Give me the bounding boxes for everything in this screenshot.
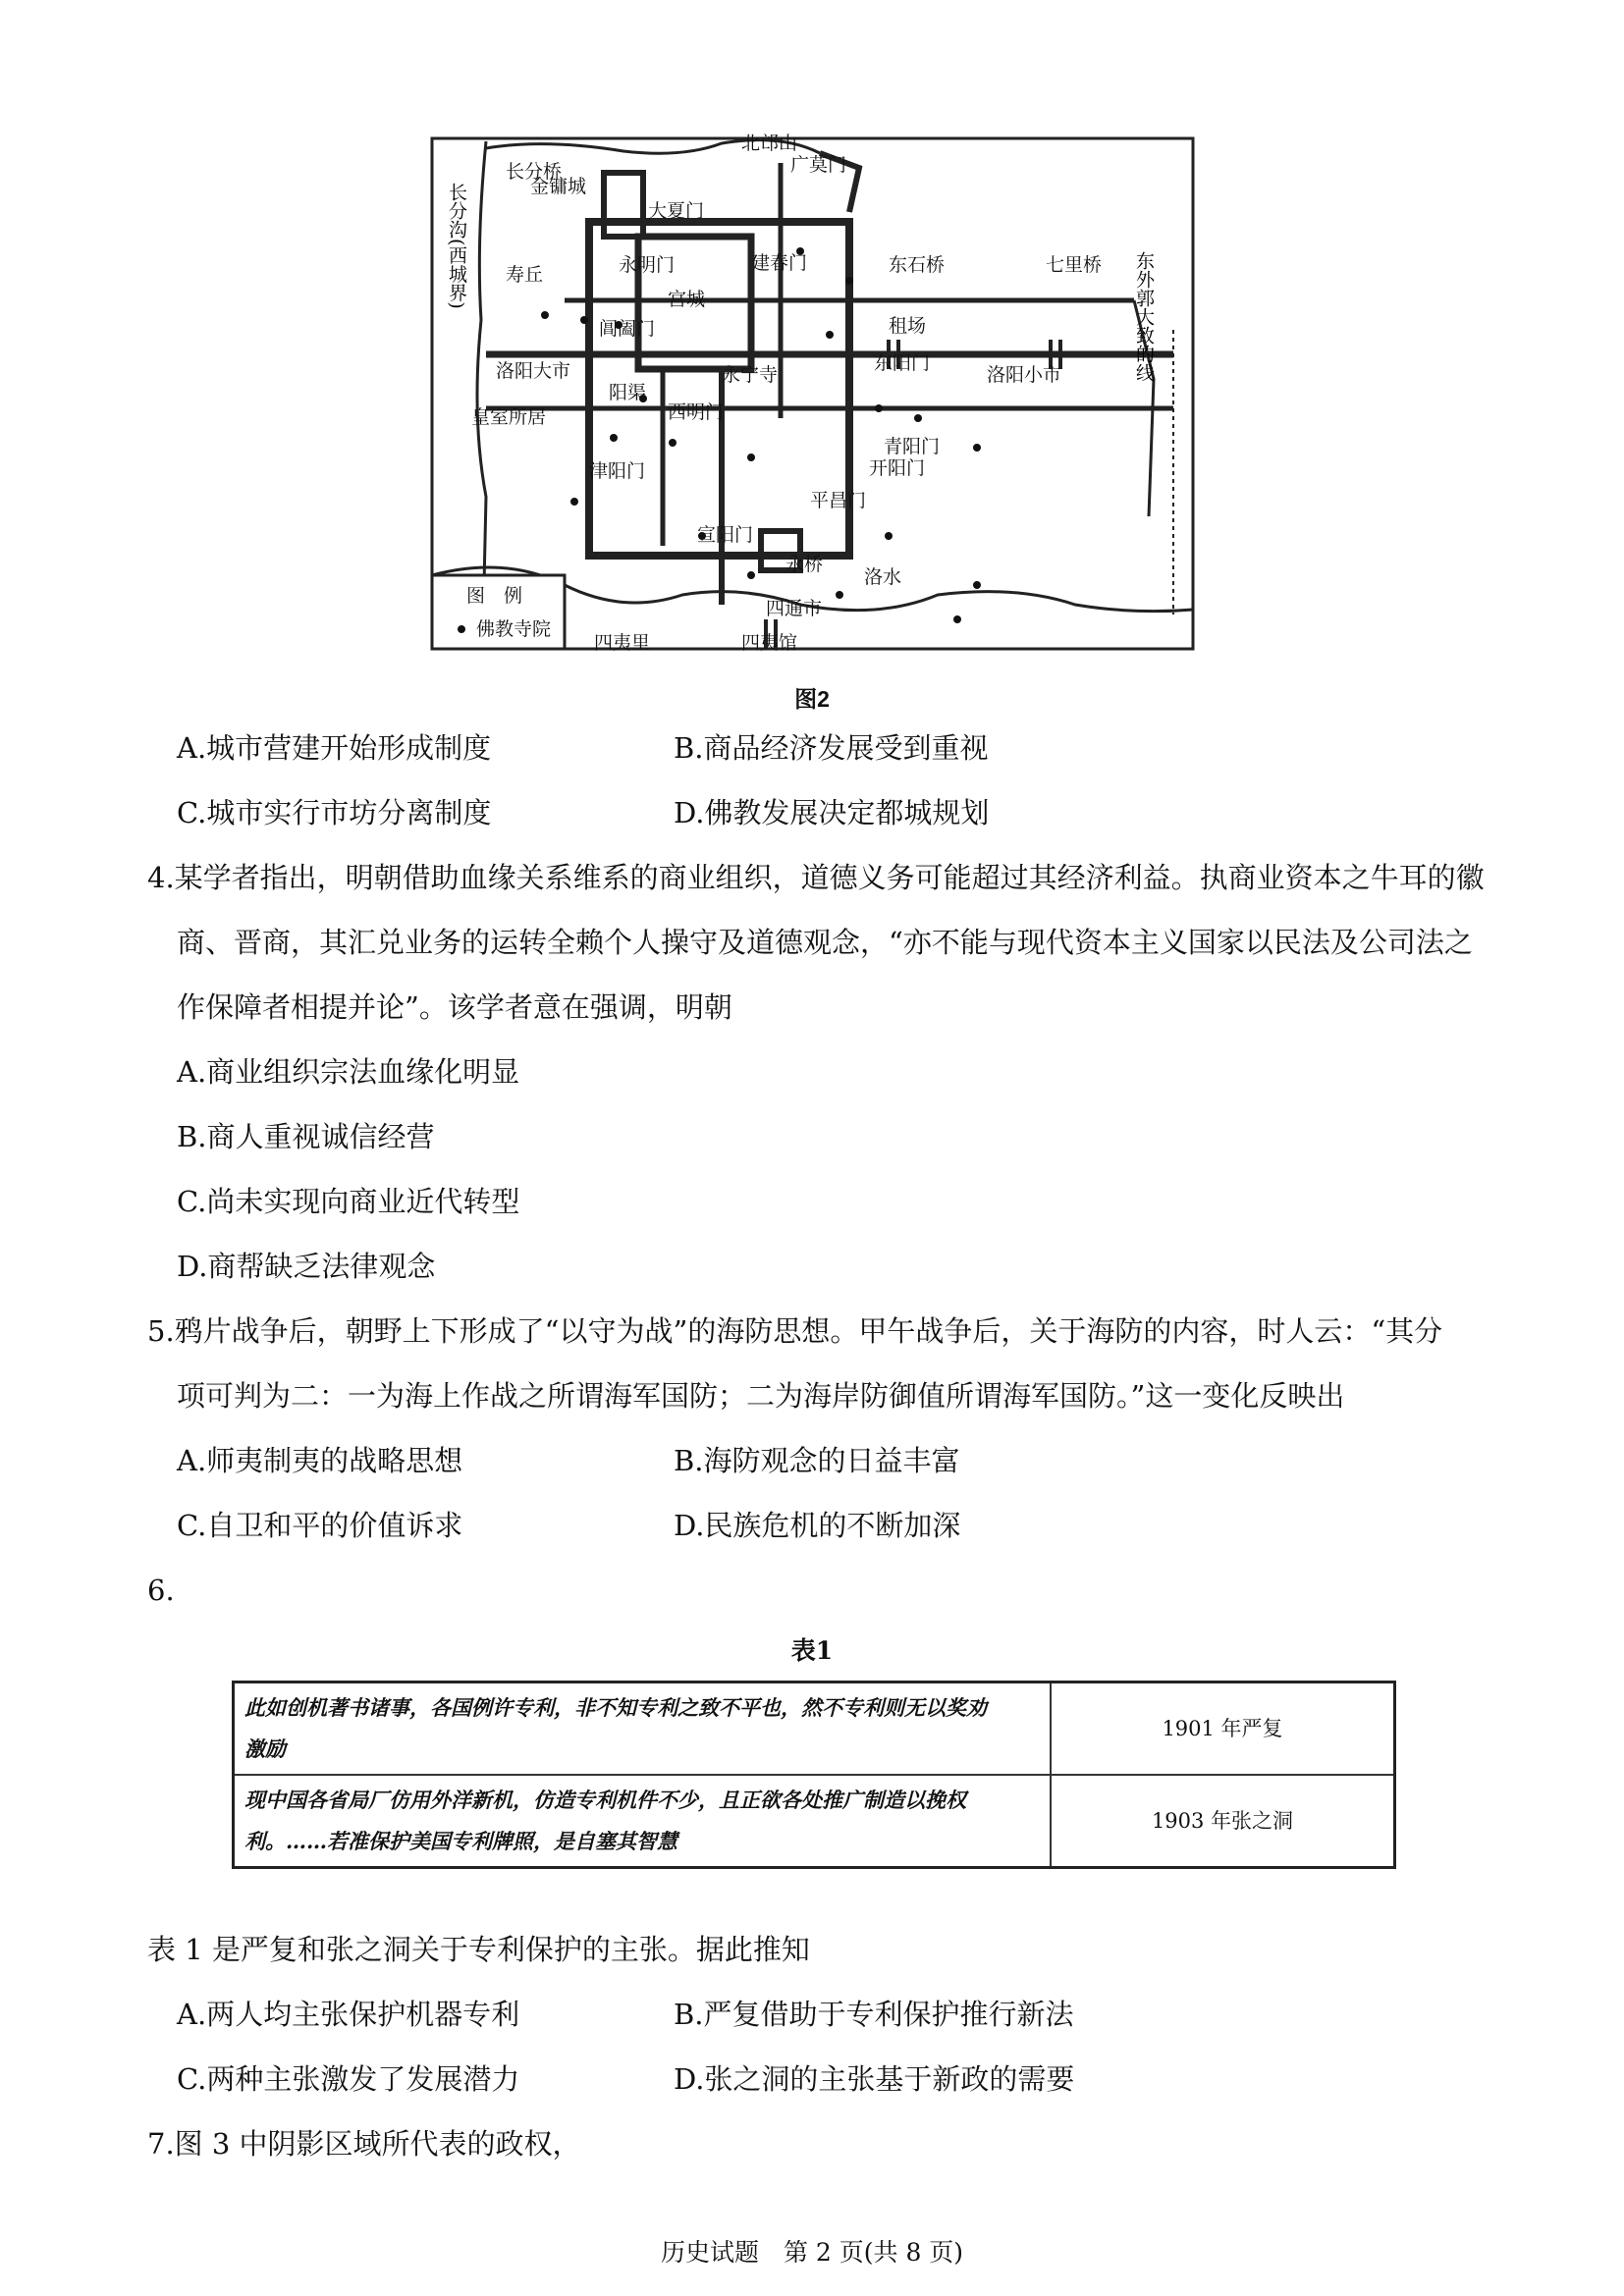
- q6-stem: 表 1 是严复和张之洞关于专利保护的主张。据此推知: [147, 1933, 810, 1966]
- label-sitongshi: 四通市: [766, 598, 823, 619]
- label-qiliqiao: 七里桥: [1046, 254, 1103, 276]
- figure-caption: 图2: [794, 686, 830, 712]
- legend-label: 佛教寺院: [476, 618, 552, 640]
- table-cell-author: 1903 年张之洞: [1051, 1775, 1395, 1868]
- q4-stem-line-2: 商、晋商，其汇兑业务的运转全赖个人操守及道德观念，“亦不能与现代资本主义国家以民法及公司法之: [177, 926, 1473, 959]
- label-huangshisuoju: 皇室所居: [471, 406, 547, 428]
- q4-option-a: A.商业组织宗法血缘化明显: [177, 1055, 520, 1089]
- label-jianchunmen: 建春门: [751, 252, 808, 274]
- label-qingyangmen: 青阳门: [884, 436, 941, 457]
- q6-option-d: D.张之洞的主张基于新政的需要: [674, 2062, 1075, 2096]
- label-jinyongcheng: 金镛城: [530, 176, 587, 197]
- label-luoyangdashi: 洛阳大市: [496, 360, 571, 382]
- table-row: [234, 1775, 1395, 1868]
- label-dongwaiguo: 东外郭大致的线: [1133, 251, 1155, 382]
- q6-number: 6.: [147, 1574, 175, 1607]
- jinyong-city: [604, 173, 643, 237]
- label-shouqiu: 寿丘: [506, 264, 544, 286]
- q5-stem-line-1: 5.鸦片战争后，朝野上下形成了“以守为战”的海防思想。甲午战争后，关于海防的内容，时人云：“其分: [147, 1314, 1443, 1348]
- label-luoshui: 洛水: [864, 566, 902, 588]
- quote-line: 利。……若准保护美国专利牌照，是自塞其智慧: [244, 1829, 677, 1853]
- page-footer: 历史试题 第 2 页(共 8 页): [660, 2238, 964, 2267]
- label-yongningsi: 永宁寺: [722, 364, 779, 386]
- quote-line: 激励: [244, 1736, 286, 1761]
- label-siyili: 四夷里: [594, 632, 651, 654]
- q5-stem-line-2: 项可判为二：一为海上作战之所谓海军国防；二为海岸防御值所谓海军国防。”这一变化反映出: [177, 1379, 1345, 1413]
- q5-option-b: B.海防观念的日益丰富: [674, 1444, 960, 1477]
- label-pingchangmen: 平昌门: [810, 490, 867, 511]
- q3-option-a: A.城市营建开始形成制度: [177, 731, 492, 765]
- label-yongqiao: 永桥: [785, 554, 824, 575]
- table-row: [234, 1682, 1395, 1776]
- label-kaiyangmen: 开阳门: [869, 457, 926, 479]
- label-dongshiqiao: 东石桥: [889, 254, 946, 276]
- label-ximingmen: 西明门: [668, 401, 725, 423]
- label-yongmingmen: 永明门: [619, 254, 676, 276]
- table-cell-quote: [234, 1682, 1052, 1776]
- label-yangqu: 阳渠: [609, 382, 647, 403]
- q3-option-c: C.城市实行市坊分离制度: [177, 796, 492, 829]
- label-zuchang: 租场: [889, 315, 927, 337]
- quote-line: 此如创机著书诸事，各国例许专利，非不知专利之致不平也，然不专利则无以奖劝: [244, 1695, 987, 1720]
- table-cell-quote: [234, 1775, 1052, 1868]
- label-beimangshan: 北邙山: [741, 133, 798, 154]
- label-luoyangxiaoshi: 洛阳小市: [987, 364, 1062, 386]
- q4-option-d: D.商帮缺乏法律观念: [177, 1250, 436, 1283]
- q5-option-a: A.师夷制夷的战略思想: [177, 1444, 463, 1477]
- table-title: 表1: [790, 1636, 834, 1665]
- q6-option-b: B.严复借助于专利保护推行新法: [674, 1998, 1074, 2031]
- q5-option-d: D.民族危机的不断加深: [674, 1509, 961, 1542]
- q6-option-a: A.两人均主张保护机器专利: [177, 1998, 520, 2031]
- figure-2-map: [427, 124, 1203, 664]
- label-dongyangmen: 东阳门: [874, 352, 931, 374]
- legend-title: 图 例: [466, 585, 523, 607]
- label-changyangmen: 阊阖门: [599, 318, 656, 340]
- label-changfenqiao: 长分桥: [506, 161, 563, 183]
- label-jinyangmen: 津阳门: [589, 460, 646, 482]
- label-xuanyangmen: 宣阳门: [697, 524, 754, 546]
- label-daxiamen: 大夏门: [648, 200, 705, 222]
- label-guangmomen: 广莫门: [790, 154, 847, 176]
- map-svg: [427, 124, 1203, 664]
- patent-table: [232, 1681, 1396, 1869]
- q5-option-c: C.自卫和平的价值诉求: [177, 1509, 463, 1542]
- legend-dot-icon: [458, 625, 465, 633]
- label-changfengou: 长分沟(西城界): [446, 183, 467, 309]
- quote-line: 现中国各省局厂仿用外洋新机，仿造专利机件不少，且正欲各处推广制造以挽权: [244, 1788, 966, 1812]
- q3-option-b: B.商品经济发展受到重视: [674, 731, 989, 765]
- q4-option-c: C.尚未实现向商业近代转型: [177, 1185, 520, 1218]
- q4-stem-line-3: 作保障者相提并论”。该学者意在强调，明朝: [177, 990, 732, 1024]
- table-cell-author: 1901 年严复: [1051, 1682, 1395, 1776]
- q6-option-c: C.两种主张激发了发展潜力: [177, 2062, 520, 2096]
- label-gongcheng: 宫城: [668, 289, 706, 310]
- q4-option-b: B.商人重视诚信经营: [177, 1120, 435, 1153]
- q3-option-d: D.佛教发展决定都城规划: [674, 796, 990, 829]
- q4-stem-line-1: 4.某学者指出，明朝借助血缘关系维系的商业组织，道德义务可能超过其经济利益。执商业资本之牛耳的徽: [147, 861, 1485, 894]
- q7-stem: 7.图 3 中阴影区域所代表的政权，: [147, 2127, 581, 2161]
- label-siyiguan: 四夷馆: [741, 632, 798, 654]
- west-ditch: [477, 141, 486, 585]
